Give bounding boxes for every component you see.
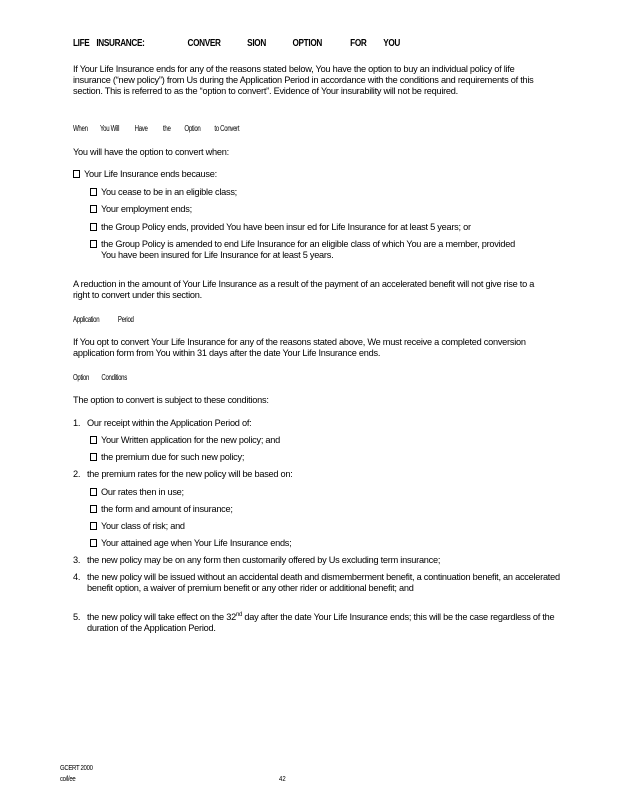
reason-text: Your employment ends; (101, 204, 192, 214)
condition-item (73, 469, 293, 480)
condition-number: 5. (73, 612, 81, 622)
condition-text: the new policy will take effect on the 32 (87, 612, 236, 622)
condition-text: the new policy will be issued without an accidental death and dismemberment benefit, a continuation benefit, an accelerated benefit option, a waiver of premium benefit or any other rider or additional benefit; and (87, 572, 560, 593)
sub-item-text: the premium due for such new policy; (101, 452, 245, 462)
sub-item-text: Our rates then in use; (101, 487, 184, 497)
sub-item (90, 452, 244, 463)
condition-number: 1. (73, 418, 81, 428)
sub-item-text: the form and amount of insurance; (101, 504, 233, 514)
condition-item (73, 572, 562, 594)
checkbox-bullet-icon (90, 188, 97, 196)
footer-sub-code: co/l/ee (60, 774, 76, 783)
when-lead: You will have the option to convert when: (73, 147, 229, 157)
reason-item (90, 204, 192, 215)
reason-text: the Group Policy is amended to end Life Insurance for an eligible class of which You are a member, provided You have been insured for Life Insurance for at least 5 years. (101, 239, 515, 260)
checkbox-bullet-icon (90, 436, 97, 444)
sub-item-text: Your class of risk; and (101, 521, 185, 531)
heading-word: Option (184, 124, 201, 133)
heading-word: Option (73, 373, 90, 382)
heading-word: Conditions (101, 373, 127, 382)
title-word: LIFE (73, 38, 90, 49)
title-word: CONVER (187, 38, 221, 49)
page-number: 42 (279, 774, 286, 783)
intro-paragraph: If Your Life Insurance ends for any of the reasons stated below, You have the option to buy an individual policy of life insurance (“new policy”) from Us during the Application Period in accordance with the conditions and requirements of this section. This is referred to as the “option to convert”. Evidence of Your insurability will not be required. (73, 64, 534, 96)
ends-because-label: Your Life Insurance ends because: (84, 169, 217, 179)
heading-word: Have (134, 124, 148, 133)
option-lead: The option to convert is subject to these conditions: (73, 395, 269, 405)
sub-item (90, 504, 233, 515)
section-title (73, 38, 400, 49)
title-word: INSURANCE: (96, 38, 145, 49)
checkbox-bullet-icon (90, 539, 97, 547)
condition-item (73, 418, 251, 429)
condition-item (73, 555, 440, 566)
option-conditions-heading (73, 373, 127, 382)
heading-word: When (73, 124, 88, 133)
reason-item (90, 222, 471, 233)
checkbox-bullet-icon (90, 453, 97, 461)
ends-because-item (73, 169, 217, 180)
ordinal-suffix: nd (235, 612, 243, 618)
heading-word: to Convert (214, 124, 240, 133)
reduction-paragraph: A reduction in the amount of Your Life Insurance as a result of the payment of an accelerated benefit will not give rise to a right to convert under this section. (73, 279, 535, 300)
reason-text: the Group Policy ends, provided You have been insur ed for Life Insurance for at least 5 years; or (101, 222, 471, 232)
sub-item-text: Your attained age when Your Life Insurance ends; (101, 538, 292, 548)
heading-word: the (163, 124, 171, 133)
reason-item (90, 239, 521, 261)
checkbox-bullet-icon (90, 240, 97, 248)
condition-number: 4. (73, 572, 81, 582)
footer-form-code: GCERT 2000 (60, 763, 93, 772)
checkbox-bullet-icon (73, 170, 80, 178)
condition-text: the new policy may be on any form then customarily offered by Us excluding term insurance; (87, 555, 441, 565)
heading-word: Application (73, 315, 100, 324)
sub-item-text: Your Written application for the new policy; and (101, 435, 281, 445)
sub-item (90, 435, 280, 446)
checkbox-bullet-icon (90, 223, 97, 231)
title-word: YOU (383, 38, 401, 49)
reason-item (90, 187, 237, 198)
condition-text: Our receipt within the Application Period of: (87, 418, 252, 428)
condition-item (73, 612, 562, 634)
checkbox-bullet-icon (90, 205, 97, 213)
checkbox-bullet-icon (90, 488, 97, 496)
reason-text: You cease to be in an eligible class; (101, 187, 237, 197)
when-heading (73, 124, 239, 133)
sub-item (90, 521, 185, 532)
title-word: FOR (350, 38, 367, 49)
checkbox-bullet-icon (90, 522, 97, 530)
sub-item (90, 487, 184, 498)
sub-item (90, 538, 291, 549)
application-period-heading (73, 315, 134, 324)
checkbox-bullet-icon (90, 505, 97, 513)
condition-text: day after the date Your Life Insurance ends; this will be the case regardless of the duration of the Application Period. (87, 612, 555, 633)
title-word: OPTION (292, 38, 322, 49)
condition-number: 2. (73, 469, 81, 479)
application-period-paragraph: If You opt to convert Your Life Insurance for any of the reasons stated above, We must receive a completed conversion application form from You within 31 days after the date Your Life Insurance ends. (73, 337, 526, 358)
condition-number: 3. (73, 555, 81, 565)
heading-word: Period (117, 315, 134, 324)
condition-text: the premium rates for the new policy will be based on: (87, 469, 293, 479)
title-word: SION (247, 38, 266, 49)
heading-word: You Will (99, 124, 120, 133)
